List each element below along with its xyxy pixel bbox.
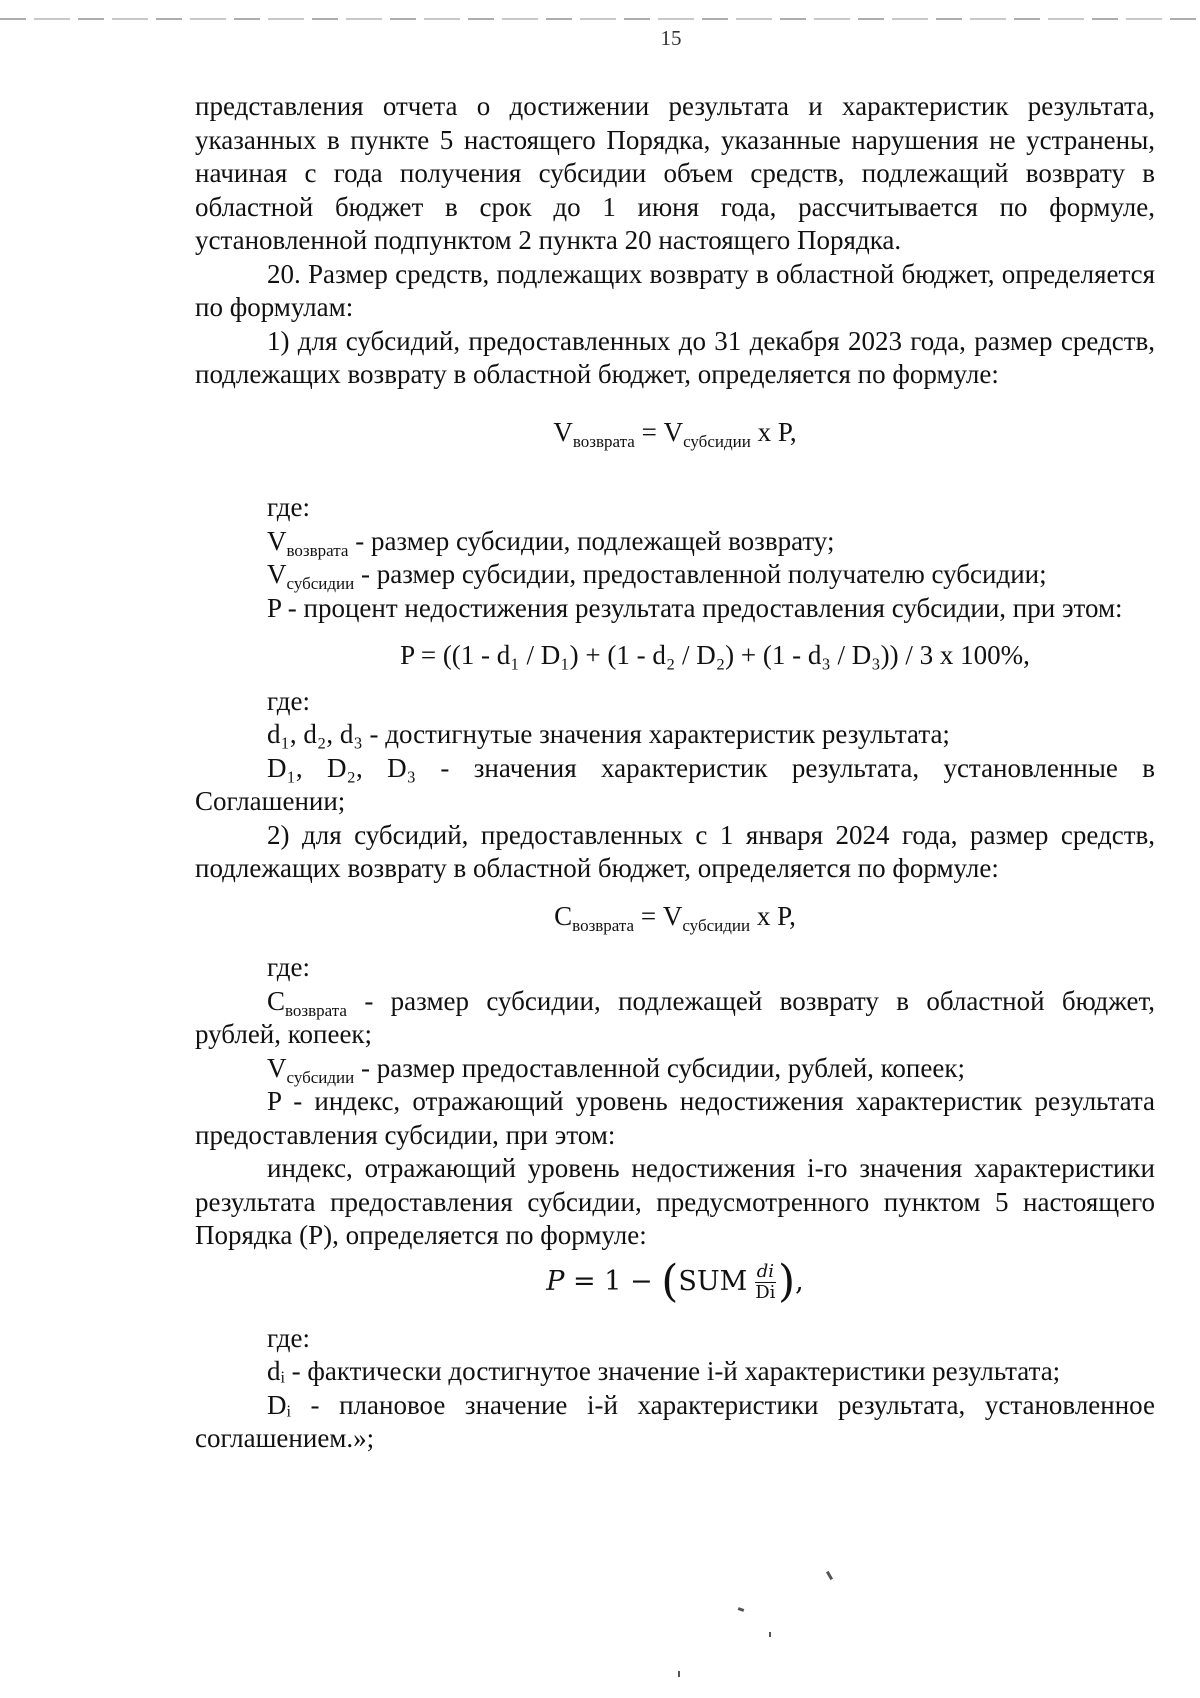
definition-d-values: d₁, d₂, d₃ - достигнутые значения характеристик результата; [267,719,950,749]
formula-c-return: $C_{возврата} = V_{субсидии}$ x P, [554,900,796,935]
definition-v-subsidy: $V_{субсидии}$ - размер субсидии, предоставленной получателю субсидии; [267,559,1047,593]
fraction-di-Di: $\frac{di}{Di}$ [755,1260,776,1303]
formula-p-index: P = 1 − (SUM $\frac{di}{Di}$ ), [546,1255,804,1307]
formula-v-return: $V_{возврата} = V_{субсидии}$ x P, [553,416,797,451]
definition-v-given: $V_{субсидии}$ - размер предоставленной субсидии, рублей, копеек; [267,1052,965,1087]
index-paragraph: индекс, отражающий уровень недостижения i-го значения характеристики результата предоставления субсидии, предусмотренного пунктом 5 настоящего Порядка (P), определяется по формуле: [195,1153,1155,1250]
where-label: где: [267,492,310,522]
definition-di: dᵢ - фактически достигнутое значение i-й характеристики результата; [267,1356,1061,1386]
scan-speck [769,1632,771,1637]
definition-p-index: P - индекс, отражающий уровень недостижения характеристик результата предоставления субсидии, при этом: [195,1086,1155,1150]
page-number: 15 [660,26,682,50]
definition-D-values: D₁, D₂, D₃ - значения характеристик результата, установленные в Соглашении; [195,752,1155,816]
definition-p-percent: P - процент недостижения результата предоставления субсидии, при этом: [267,592,1123,623]
where-label-3: где: [267,952,310,982]
definition-Di: Dᵢ - плановое значение i-й характеристики результата, установленное соглашением.»; [195,1389,1155,1453]
paragraph-20: 20. Размер средств, подлежащих возврату в областной бюджет, определяется по формулам: [195,258,1155,322]
where-label-2: где: [267,685,310,716]
formula-p-percent: P = ((1 - d₁ / D₁) + (1 - d₂ / D₂) + (1 - d₃ / D₃)) / 3 x 100%, [400,640,1030,670]
definition-c-return: $C_{возврата}$ - размер субсидии, подлежащей возврату в областной бюджет, рублей, копеек; [195,985,1155,1049]
where-label-4: где: [267,1322,310,1353]
scan-speck [738,1607,745,1612]
item-2: 2) для субсидий, предоставленных с 1 января 2024 года, размер средств, подлежащих возврату в областной бюджет, определяется по формуле: [195,819,1155,883]
document-body [195,90,1155,1456]
intro-paragraph: представления отчета о достижении результата и характеристик результата, указанных в пункте 5 настоящего Порядка, указанные нарушения не устранены, начиная с года получения субсидии объем средств, подлежащий возврату в областной бюджет в срок до 1 июня года, рассчитывается по формуле, установленной подпунктом 2 пункта 20 настоящего Порядка. [195,91,1155,255]
scan-speck [678,1671,680,1677]
definition-v-return: $V_{возврата}$ - размер субсидии, подлежащей возврату; [267,525,835,560]
scan-speck [826,1571,833,1580]
item-1: 1) для субсидий, предоставленных до 31 декабря 2023 года, размер средств, подлежащих возврату в областной бюджет, определяется по формуле: [195,325,1155,389]
scan-edge [0,18,1200,20]
